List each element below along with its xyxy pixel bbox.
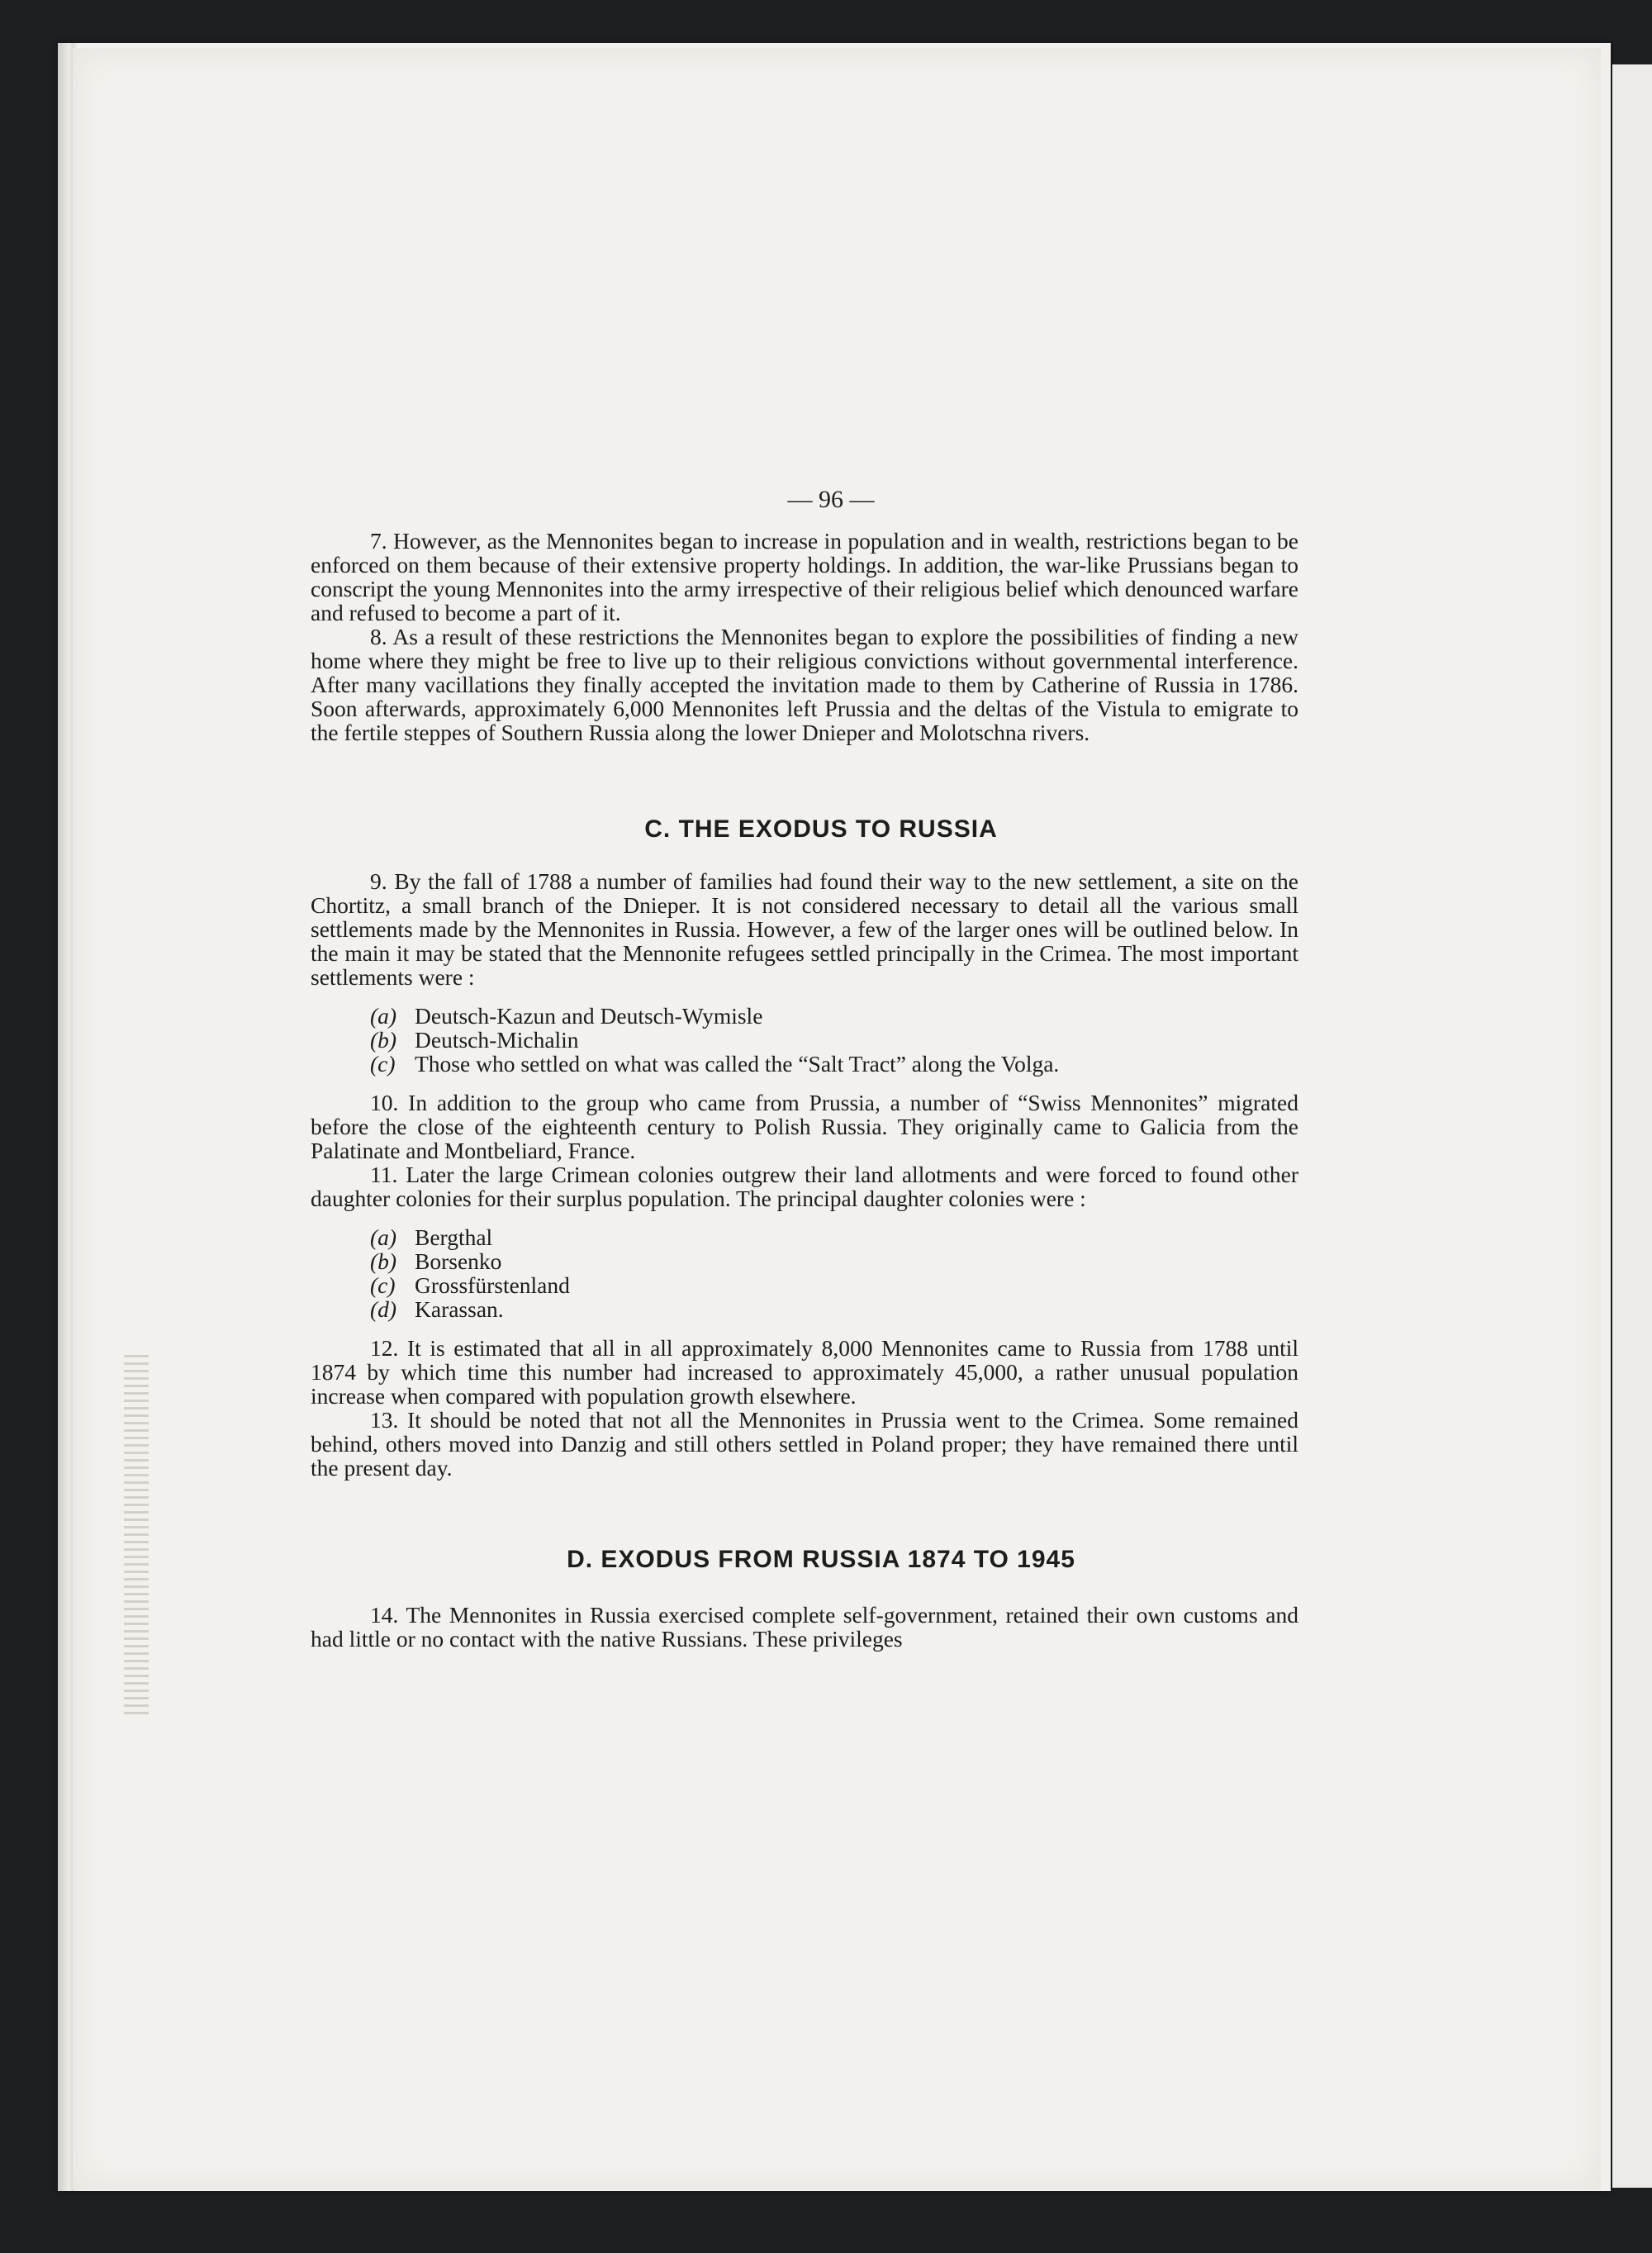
section-heading-d: D. EXODUS FROM RUSSIA 1874 TO 1945 bbox=[567, 1546, 1075, 1573]
list-item-text: Those who settled on what was called the “Salt Tract” along the Volga. bbox=[415, 1051, 1060, 1077]
list-item-text: Bergthal bbox=[415, 1224, 493, 1250]
paragraph-13: 13. It should be noted that not all the Mennonites in Prussia went to the Crimea. Some remained behind, others moved into Danzig and still others settled in Poland proper; they have remained there until the present day. bbox=[311, 1407, 1298, 1481]
paragraph-14: 14. The Mennonites in Russia exercised complete self-government, retained their own customs and had little or no contact with the native Russians. These privileges bbox=[311, 1602, 1298, 1652]
paragraph-7: 7. However, as the Mennonites began to increase in population and in wealth, restrictions began to be enforced on them because of their extensive property holdings. In addition, the war-like Prussians began to conscript the young Mennonites into the army irrespective of their religious belief which denounced warfare and refused to become a part of it. bbox=[311, 528, 1298, 625]
binding-edge-marks bbox=[124, 1355, 149, 1718]
list-item-text: Borsenko bbox=[415, 1248, 502, 1274]
list-item bbox=[370, 1052, 1298, 1076]
list-marker: (a) bbox=[370, 1224, 397, 1250]
list-marker: (d) bbox=[370, 1296, 397, 1322]
page-body bbox=[311, 529, 1298, 1651]
list-item-text: Deutsch-Michalin bbox=[415, 1027, 579, 1053]
list-item bbox=[370, 1028, 1298, 1052]
facing-page-edge bbox=[1612, 64, 1652, 2188]
paragraph-12: 12. It is estimated that all in all approximately 8,000 Mennonites came to Russia from 1788 until 1874 by which time this number had increased to approximately 45,000, a rather unusual population increase when compared with population growth elsewhere. bbox=[311, 1335, 1298, 1409]
settlements-list bbox=[370, 1004, 1298, 1076]
list-item bbox=[370, 1297, 1298, 1321]
list-marker: (c) bbox=[370, 1051, 396, 1077]
section-heading-c: C. THE EXODUS TO RUSSIA bbox=[644, 815, 998, 843]
list-item-text: Deutsch-Kazun and Deutsch-Wymisle bbox=[415, 1003, 763, 1029]
list-marker: (b) bbox=[370, 1027, 397, 1053]
paragraph-8: 8. As a result of these restrictions the Mennonites began to explore the possibilities of finding a new home where they might be free to live up to their religious convictions without governmental interference. After many vacillations they finally accepted the invitation made to them by Catherine of Russia in 1786. Soon afterwards, approximately 6,000 Mennonites left Prussia and the deltas of the Vistula to emigrate to the fertile steppes of Southern Russia along the lower Dnieper and Molotschna rivers. bbox=[311, 624, 1298, 745]
list-marker: (b) bbox=[370, 1248, 397, 1274]
list-marker: (a) bbox=[370, 1003, 397, 1029]
list-item bbox=[370, 1004, 1298, 1028]
paragraph-11: 11. Later the large Crimean colonies outgrew their land allotments and were forced to found other daughter colonies for their surplus population. The principal daughter colonies were : bbox=[311, 1162, 1298, 1211]
list-item-text: Karassan. bbox=[415, 1296, 504, 1322]
paragraph-9: 9. By the fall of 1788 a number of families had found their way to the new settlement, a site on the Chortitz, a small branch of the Dnieper. It is not considered necessary to detail all the various small settlements made by the Mennonites in Russia. However, a few of the larger ones will be outlined below. In the main it may be stated that the Mennonite refugees settled principally in the Crimea. The most important settlements were : bbox=[311, 868, 1298, 990]
daughter-colonies-list bbox=[370, 1225, 1298, 1321]
list-item bbox=[370, 1225, 1298, 1249]
page-number: — 96 — bbox=[787, 486, 875, 513]
list-item bbox=[370, 1273, 1298, 1297]
paragraph-10: 10. In addition to the group who came from Prussia, a number of “Swiss Mennonites” migrated before the close of the eighteenth century to Polish Russia. They originally came to Galicia from the Palatinate and Montbeliard, France. bbox=[311, 1090, 1298, 1163]
list-item bbox=[370, 1249, 1298, 1273]
list-marker: (c) bbox=[370, 1272, 396, 1298]
list-item-text: Grossfürstenland bbox=[415, 1272, 570, 1298]
